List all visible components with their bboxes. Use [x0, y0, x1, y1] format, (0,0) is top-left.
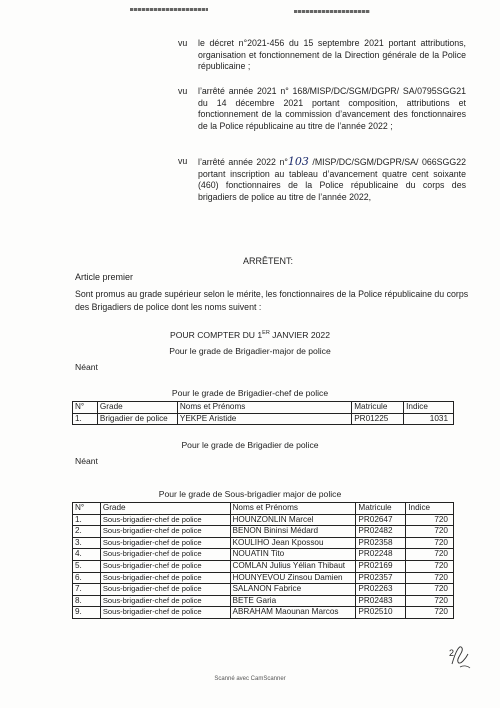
note-neant: Néant — [75, 456, 98, 466]
table-row: 6. Sous-brigadier-chef de police HOUNYEVOU Zinsou Damien PR02357 720 — [73, 572, 454, 584]
table-header-row: N° Grade Noms et Prénoms Matricule Indice — [73, 402, 454, 414]
table-sous-brigadier — [72, 502, 454, 619]
consideration-text: l’arrêté année 2021 n° 168/MISP/DC/SGM/DGPR/ SA/0795SGG21 du 14 décembre 2021 portant composition, attributions et fonctionnement de la commission d’avancement des fonctionnaires de la Police républicaine au titre de l’année 2022 ; — [198, 86, 466, 131]
arretent-heading: ARRÊTENT: — [243, 256, 294, 266]
section-title-brigadier: Pour le grade de Brigadier de police — [181, 440, 319, 450]
consideration-2 — [178, 86, 466, 132]
consideration-3 — [178, 155, 467, 203]
table-row: 5. Sous-brigadier-chef de police COMLAN Julius Yélian Thibaut PR02169 720 — [73, 560, 454, 572]
scan-artifact-right — [294, 10, 370, 13]
table-row: 2. Sous-brigadier-chef de police BENON Bininsi Médard PR02482 720 — [73, 526, 454, 538]
table-row: 1. Brigadier de police YEKPE Aristide PR01225 1031 — [73, 413, 454, 425]
page-number: 2 — [449, 648, 455, 658]
scan-artifact-left — [130, 8, 208, 11]
initials-signature — [446, 640, 472, 670]
note-neant: Néant — [75, 362, 98, 372]
table-row: 8. Sous-brigadier-chef de police BETE Garia PR02483 720 — [73, 595, 454, 607]
consideration-1 — [178, 38, 466, 73]
table-row: 3. Sous-brigadier-chef de police KOULIHO Jean Kpossou PR02358 720 — [73, 537, 454, 549]
section-title-brigadier-chef: Pour le grade de Brigadier-chef de police — [171, 388, 329, 398]
consideration-label: vu — [178, 156, 188, 166]
article-heading: Article premier — [75, 272, 134, 282]
table-row: 4. Sous-brigadier-chef de police NOUATIN Tito PR02248 720 — [73, 549, 454, 561]
consideration-text-after: /MISP/DC/SGM/DGPR/SA/ 066SGG22 portant inscription au tableau d’avancement quatre cent soixante (460) fonctionnaires de la Police républicaine du corps des brigadiers de police au titre de l’année 2022, — [198, 157, 467, 202]
consideration-label: vu — [178, 86, 188, 96]
consideration-text-before: l’arrêté année 2022 n° — [198, 157, 288, 167]
consideration-text: le décret n°2021-456 du 15 septembre 2021 portant attributions, organisation et fonctionnement de la Direction générale de la Police républicaine ; — [198, 38, 466, 72]
table-row: 1. Sous-brigadier-chef de police HOUNZONLIN Marcel PR02647 720 — [73, 514, 454, 526]
section-title-sous-brigadier-major: Pour le grade de Sous-brigadier major de police — [158, 489, 342, 499]
handwritten-number: 103 — [287, 155, 309, 168]
consideration-label: vu — [178, 38, 188, 48]
table-row: 9. Sous-brigadier-chef de police ABRAHAM Maounan Marcos PR02510 720 — [73, 607, 454, 619]
section-title-brigadier-major: Pour le grade de Brigadier-major de police — [169, 346, 331, 356]
scanner-footer: Scanné avec CamScanner — [214, 676, 286, 682]
table-header-row: N° Grade Noms et Prénoms Matricule Indice — [73, 503, 454, 515]
table-brigadier-chef — [72, 401, 454, 425]
article-body: Sont promus au grade supérieur selon le mérite, les fonctionnaires de la Police républicaine du corps des Brigadiers de police dont les noms suivent : — [75, 289, 469, 312]
table-row: 7. Sous-brigadier-chef de police SALANON Fabrice PR02263 720 — [73, 584, 454, 596]
effective-date: POUR COMPTER DU 1ER JANVIER 2022 — [170, 330, 330, 340]
